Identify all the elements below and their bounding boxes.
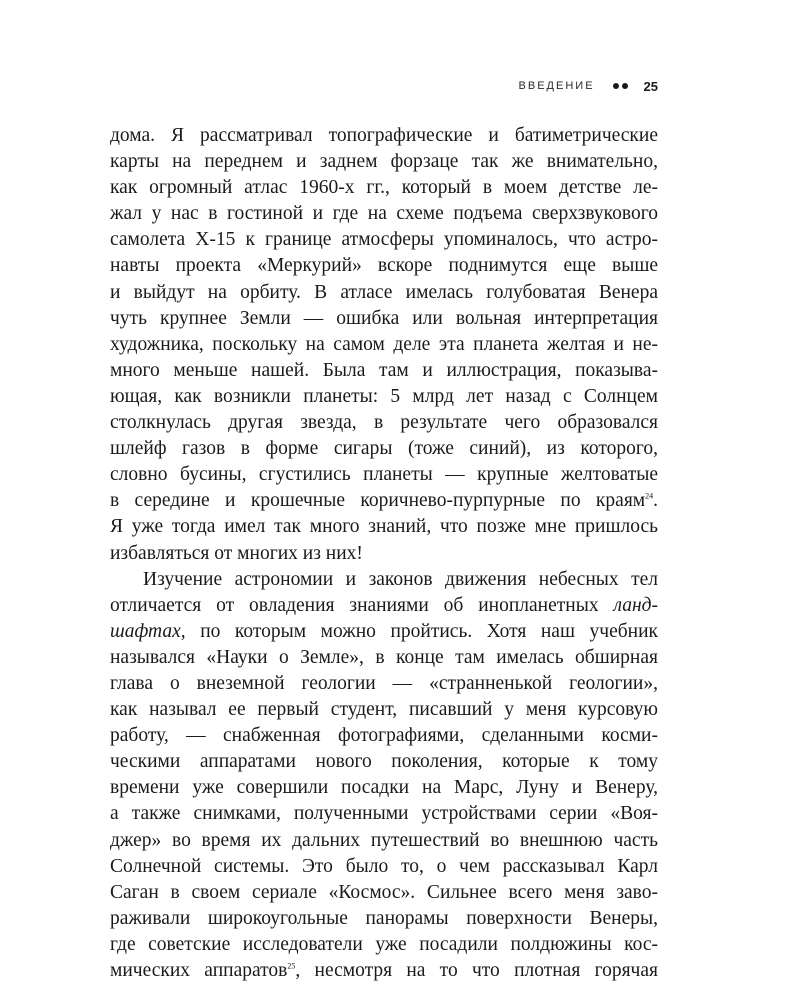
text-line: самолета X-15 к границе атмосферы упоминалось, что астро- (110, 229, 658, 251)
italic-word: шафтах (110, 620, 181, 642)
text-line: ческими аппаратами нового поколения, которые к тому (110, 751, 658, 773)
text-line: как огромный атлас 1960-х гг., который в моем детстве ле- (110, 177, 658, 199)
text-line: Я уже тогда имел так много знаний, что позже мне пришлось (110, 516, 658, 538)
text-line: дома. Я рассматривал топографические и батиметрические (110, 125, 658, 146)
text-line: словно бусины, сгустились планеты — крупные желтоватые (110, 464, 658, 486)
ornament-dots (613, 83, 628, 89)
text-line: времени уже совершили посадки на Марс, Луну и Венеру, (110, 777, 658, 799)
text-line: чуть крупнее Земли — ошибка или вольная интерпретация (110, 307, 658, 329)
text-line: избавляться от многих из них! (110, 542, 363, 564)
section-title: ВВЕДЕНИЕ (518, 80, 595, 92)
italic-word: ланд- (613, 594, 658, 616)
text-line: много меньше нашей. Была там и иллюстрация, показыва- (110, 359, 658, 381)
text-line: назывался «Науки о Земле», в конце там имелась обширная (110, 646, 658, 668)
text-line: карты на переднем и заднем форзаце так же внимательно, (110, 151, 658, 173)
text-line: шлейф газов в форме сигары (тоже синий), из которого, (110, 438, 658, 460)
text-line: Изучение астрономии и законов движения небесных тел (143, 568, 658, 590)
text-line: шафтах, по которым можно пройтись. Хотя наш учебник (110, 620, 658, 642)
body-text (110, 123, 658, 984)
text-line: как называл ее первый студент, писавший у меня курсовую (110, 699, 658, 721)
running-head (519, 77, 658, 95)
text-line: и выйдут на орбиту. В атласе имелась голубоватая Венера (110, 281, 658, 303)
text-line: раживали широкоугольные панорамы поверхности Венеры, (110, 907, 658, 929)
text-line: мических аппаратов$^{25}$, несмотря на то что плотная горячая (110, 960, 658, 981)
text-line: Саган в своем сериале «Космос». Сильнее всего меня заво- (110, 881, 658, 903)
text-line: глава о внеземной геологии — «странненькой геологии», (110, 672, 658, 694)
text-line: где советские исследователи уже посадили полдюжины кос- (110, 933, 658, 955)
dot-icon (613, 83, 619, 89)
text-line: в середине и крошечные коричнево-пурпурные по краям$^{24}$. (110, 490, 658, 512)
endnote-ref[interactable]: 24 (645, 491, 654, 501)
text-line: ющая, как возникли планеты: 5 млрд лет назад с Солнцем (110, 385, 658, 407)
text-line: джер» во время их дальних путешествий во внешнюю часть (110, 829, 658, 851)
dot-icon (622, 83, 628, 89)
text-line: столкнулась другая звезда, в результате чего образовался (110, 412, 658, 434)
text-line: а также снимками, полученными устройствами серии «Воя- (110, 803, 658, 825)
text-line: жал у нас в гостиной и где на схеме подъема сверхзвукового (110, 203, 658, 225)
endnote-ref[interactable]: 25 (287, 961, 296, 971)
text-line: художника, поскольку на самом деле эта планета желтая и не- (110, 333, 658, 355)
text-line: работу, — снабженная фотографиями, сделанными косми- (110, 725, 658, 747)
page-number: 25 (643, 78, 658, 94)
text-line: Солнечной системы. Это было то, о чем рассказывал Карл (110, 855, 658, 877)
text-line: отличается от овладения знаниями об инопланетных ланд- (110, 594, 658, 616)
text-line: навты проекта «Меркурий» вскоре поднимутся еще выше (110, 255, 658, 277)
